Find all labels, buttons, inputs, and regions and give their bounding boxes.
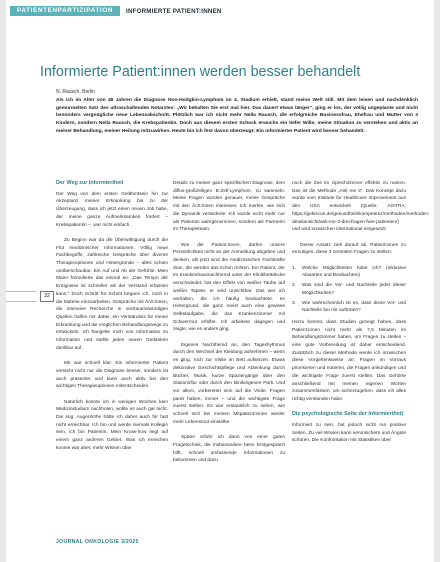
list-text: Welche Möglichkeiten habe ich? (inklusive Abwarten und Beobachten) [302, 265, 406, 279]
text-column-3 [292, 180, 430, 453]
article-intro: Als ich im Alter von 49 Jahren die Diagnose Non-Hodgkin-Lymphom im 4. Stadium erhielt, stand meine Welt still. Mit dem leisen und nachdenklich gemurmelten Satz des ultraschallenden Notarztes: „Wir behalten Sie erst mal hier. Das dauert etwas länger“, ging er los, der völlig ungeplante und nicht besonders vergnügliche neue Lebensabschnitt. Plötzlich war ich nicht mehr Nella Rausch, die erfolgreiche Businessfrau, Ehefrau und Mutter von 3 Kindern, sondern Nella Rausch, die Krebspatientin. Doch aus diesem ersten Schock erwuchs ein tiefer Wille, meine Situation zu verstehen und aktiv an meiner Behandlung, meiner Heilung mitzuwirken. Heute bin ich fest davon überzeugt: Ein informierter Patient wird besser behandelt. [56, 98, 418, 134]
paragraph: Der Weg von dem ersten Gelähmtsein hin zur Akzeptanz meiner Erkrankung bis zu der Überzeugung, dass ich jetzt einen neuen Job habe, der meine ganze Aufmerksamkeit fordert – Krebspatientin –, war nicht einfach. [56, 191, 168, 228]
text-column-1 [56, 180, 168, 460]
paragraph: Hinzu kommt, dass Studien gezeigt haben, dass Patient:innen nicht mehr als 7,5 Minuten im Behandlungszimmer haben, um Fragen zu stellen – eine gute Vorbereitung ist daher entscheidend. Zusätzlich zu dieser Methode werde ich inzwischen diese Vorgehensweise an: Fragen im Vorraus priorisieren und notieren, die Fragen ankündigen und die wichtigste Frage zuerst stellen. Das Gehörte anschließend mit meinen eigenen Worten zusammenfassen, um sicherzugehen, dass ich alles richtig verstanden habe. [292, 319, 406, 402]
section-label: INFORMIERTE PATIENT:INNEN [126, 7, 222, 15]
paragraph: Dieser Ansatz zielt darauf ab, Patient:innen zu ermutigen, diese 3 zentralen Fragen zu stellen: [292, 242, 406, 256]
paragraph: Informiert zu sein, hat jedoch nicht nur positive Seiten. Zu viel Wissen kann verunsichern und Ängste schüren. Die Konfrontation mit Statistiken über [292, 423, 406, 444]
paragraph: noch die Zeit im Sprechzimmer effektiv zu nutzen. Das ist die Methode „Ask me 3“. Das Konzept dazu wurde vom Institute for Healthcare Improvement aus den USA entwickelt (Quelle: AIXTRA: https://gekiscoe.de/gesundheitskompetenz/methoden/methoden-detailansicht/ask-me-3-drei-fragen-fuer-patienten/) und wird inzwischen international eingesetzt. [292, 181, 430, 233]
list-number: 2. [292, 283, 297, 289]
paragraph: Eigenes Nachthemd an, den Tageshythmus durch den Wechsel der Kleidung aufnehmen – wenn es ging. Sich zur Visite im Bett aufsetzen. Etwas dekorative Geschichtspflege und Ablenkung durch Bücher, Musik, kurze Spaziergänge über den Stationsflur oder durch den klinikeigenen Park. Und vor allem, vorbereitet sein auf die Visite. Fragen parat haben, immer – und die wichtigste Frage zuerst stellen. Es war erstaunlich zu sehen, wie schnell sich bei meinen Mitpatient:innen wieder mehr Lebensmut einstellte. [173, 342, 285, 425]
rubric-label: PATIENTENPARTIZIPATION [10, 6, 120, 16]
journal-footer: JOURNAL ONKOLOGIE 3/2025 [56, 539, 139, 545]
list-text: Was sind die Vor- und Nachteile jeder dieser Möglichkeiten? [302, 283, 406, 296]
list-item [292, 300, 406, 315]
list-text: Wie wahrscheinlich ist es, dass diese Vor- und Nachteile bei mir auftreten? [302, 300, 406, 314]
journal-page [6, 0, 434, 562]
paragraph: Natürlich konnte ich in wenigen Wochen kein Medizinstudium nachholen, wollte es auch gar nicht. Die sog. Augenhöhe hätte ich daher auch für fast nicht erreichbar. Ich bin und werde niemals Kollegin sein, ich bin Patientin. Mein Know-how liegt auf einem ganz anderen Gebiet. Was ich erreichen konnte war aber, mehr Wissen über [56, 399, 168, 451]
paragraph: Zu Beginn war da die Überwältigung durch die Flut medizinischer Informationen. Völlig neue Fachbegriffe, zahlreiche Gespräche über diverse Therapieoptionen und Hintergründe – alles schien unüberschaubar. Ein Auf und Ab der Gefühle. Mein Mann formulierte das einmal so: „Das Tempo der Ereignisse ist schneller als der Verstand erfassen kann.“ Doch Schritt für Schritt begann ich, mich in die Materie einzuarbeiten. Gespräche mit Ärzt:innen, die intensive Recherche in vertrauenswürdigen Quellen halfen mir dabei, ein Verständnis für meine Erkrankung und die möglichen Behandlungswege zu entwickeln. Ich hangelte mich von Information zu Information und stellte jeden neuen Gedanken dankbar auf. [56, 237, 169, 351]
list-item [292, 282, 406, 297]
text-column-2 [173, 180, 285, 473]
list-number: 1. [292, 265, 297, 271]
list-number: 3. [292, 300, 297, 306]
paragraph: Später erfuhr ich dann von einer guten Fragetechnik, die insbesondere beim Erstgespräch hilft, schnell umfassende Informationen zu bekommen und dazu [173, 435, 285, 464]
list-item [292, 265, 406, 280]
article-title: Informierte Patient:innen werden besser behandelt [40, 64, 361, 80]
section-heading-weg: Der Weg zur Informiertheit [56, 180, 124, 186]
paragraph: Wie die Patient:innen, dürfen unsere Persönlichkeit nicht an der Anmeldung abgeben und denken, als jetzt sind die medizinischen Fachkräfte dran, die werden das schon richten. Ein Patient, der im Krankenhausnachhemd unter der Klinikbettdecke verschwindet, hat den Effekt von weißer Taube auf weißer Tapete, er wird unsichtbar. Das wer ich verhalten, die ich häufig beobachtete. Im Hintergrund, die ganz meist auch eine gewisse Selbstaufgabe, die das Krankenzimmer mit Schwermut erfüllte. Ich arbeitete dagegen und zeigte, wie es anders ging. [173, 242, 285, 333]
page-tab-rule [6, 291, 36, 302]
section-heading-psychologie: Die psychologische Seite der Informiertheit [292, 411, 404, 418]
page-number: 32 [40, 291, 54, 302]
paragraph: Details zu meiner ganz spezifischen Diagnose, dem diffus-großzelligen B-Zell-Lymphom, zu sammeln. Meine Fragen wurden genauer, meine Gespräche mit den Ärzt:innen intensiver. Ich merkte, wie sich die Dynamik veränderte: Ich wurde nicht mehr nur als Patientin wahrgenommen, sondern als Partnerin im Therapieteam. [173, 181, 285, 233]
page-header [10, 6, 222, 16]
question-list [292, 265, 406, 315]
paragraph: Mir war schnell klar: Ein informierter Patient versteht nicht nur die Diagnose besser, sondern ist auch präsenter und kann auch aktiv bei den wichtigen Therapieoptionen mitentscheiden. [56, 361, 168, 390]
article-author: N. Rausch, Berlin [56, 89, 95, 95]
